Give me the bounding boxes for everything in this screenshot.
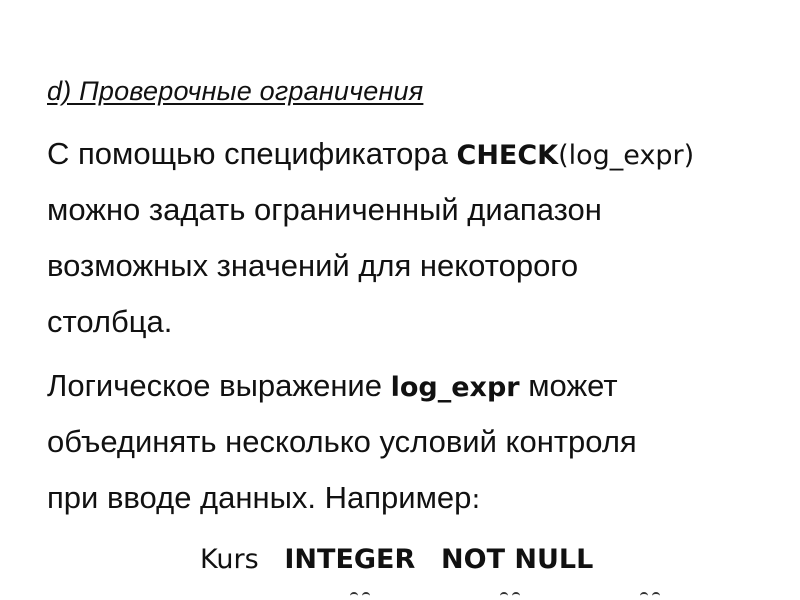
section-heading: d) Проверочные ограничения — [47, 76, 424, 106]
check-keyword: CHECK — [456, 140, 559, 171]
log-expr-keyword: log_expr — [390, 372, 520, 403]
paragraph1-line4: столбца. — [47, 304, 173, 339]
paragraph1-line1 — [47, 134, 694, 176]
paragraph2-line3-text: при вводе данных. Например — [47, 480, 472, 515]
paragraph2-text-after: может — [519, 368, 618, 403]
paragraph2-line2: объединять несколько условий контроля — [47, 424, 637, 459]
paragraph1-text: С помощью спецификатора — [47, 136, 457, 171]
paragraph2-line3 — [47, 478, 481, 520]
paragraph1-line2: можно задать ограниченный диапазон — [47, 192, 602, 227]
paragraph2-colon: : — [471, 484, 481, 515]
example-constraint: NOT NULL — [441, 544, 594, 575]
code-example — [200, 540, 593, 580]
cut-off-next-line — [350, 592, 660, 600]
check-argument: (log_expr) — [558, 140, 695, 171]
paragraph2-text: Логическое выражение — [47, 368, 391, 403]
paragraph2-line1 — [47, 366, 618, 408]
example-column-name: Kurs — [200, 544, 259, 575]
example-type: INTEGER — [284, 544, 416, 575]
paragraph1-line3: возможных значений для некоторого — [47, 248, 579, 283]
